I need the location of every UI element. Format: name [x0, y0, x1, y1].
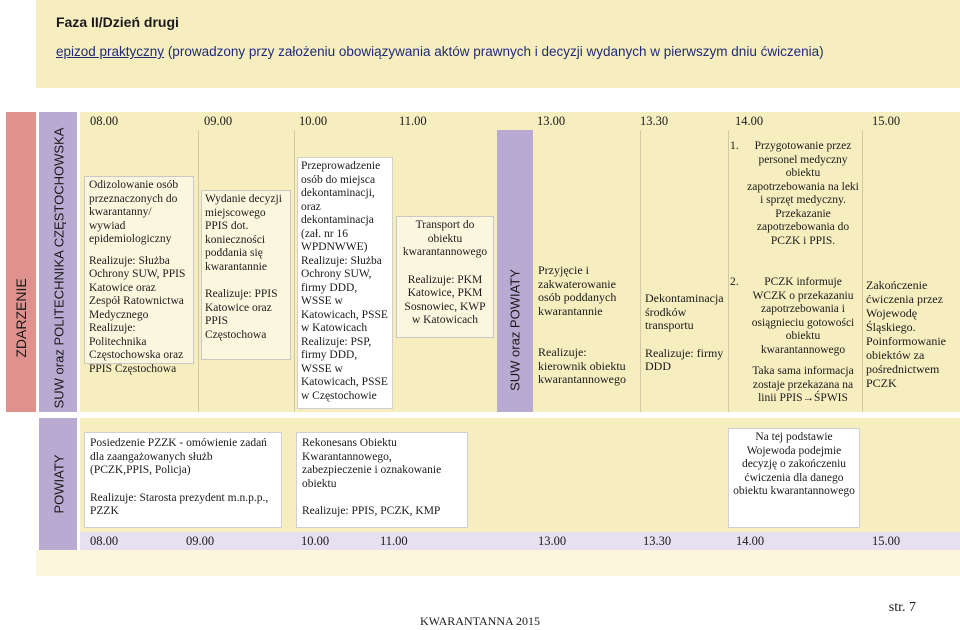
- task-reconnaissance: [296, 432, 468, 528]
- task-pzzk-meeting: [84, 432, 282, 528]
- powiaty-label: POWIATY: [51, 454, 67, 514]
- time-label: 09.00: [204, 114, 233, 128]
- request-item-2: [730, 276, 860, 357]
- task-decontamination-text: Przeprowadzenie osób do miejsca dekontaminacji, oraz dekontaminacja (zał. nr 16 WPDNWWE): [301, 160, 381, 253]
- task-decision: [201, 190, 291, 360]
- task-isolation: [84, 176, 194, 375]
- task-exercise-end: Zakończenie ćwiczenia przez Wojewodę Śląskiego. Poinformowanie obiektów za pośrednictwem PCZK: [866, 278, 946, 390]
- page-subtitle: [56, 44, 824, 59]
- task-reconnaissance-realizuje: Realizuje: PPIS, PCZK, KMP: [302, 505, 441, 517]
- time-label: 09.00: [186, 534, 215, 548]
- episode-link[interactable]: epizod praktyczny: [56, 44, 165, 59]
- request-item-1: [730, 140, 860, 248]
- zdarzenie-band: [6, 112, 36, 412]
- time-label: 15.00: [872, 114, 901, 128]
- time-label: 08.00: [90, 114, 119, 128]
- time-label: 08.00: [90, 534, 119, 548]
- task-vehicle-decon-realizuje: Realizuje: firmy DDD: [645, 345, 724, 373]
- task-isolation-realizuje: Realizuje: Służba Ochrony SUW, PPIS Katowice oraz Zespół Ratownictwa Medycznego Realizuje: Politechnika Częstochowska oraz PPIS Częstochowa: [89, 254, 186, 375]
- time-label: 10.00: [301, 534, 330, 548]
- task-medical-requests: [730, 140, 860, 406]
- timeline-bottom: [80, 532, 960, 550]
- zdarzenie-label: ZDARZENIE: [13, 278, 29, 358]
- timeline-top: [80, 112, 960, 130]
- request-note-text: Taka sama informacja zostaje przekazana na linii PPIS: [752, 365, 854, 404]
- time-label: 14.00: [735, 114, 764, 128]
- task-reconnaissance-text: Rekonesans Obiektu Kwarantannowego, zabezpieczenie i oznakowanie obiektu: [302, 437, 442, 490]
- footer-title: KWARANTANNA 2015: [419, 614, 541, 628]
- task-vehicle-decon: [645, 292, 727, 374]
- task-transport: [396, 216, 494, 338]
- time-label: 14.00: [736, 534, 765, 548]
- time-label: 10.00: [299, 114, 328, 128]
- task-accommodation-text: Przyjęcie i zakwaterowanie osób poddanych kwarantannie: [538, 263, 617, 318]
- task-accommodation-realizuje: Realizuje: kierownik obiektu kwarantannowego: [538, 345, 626, 386]
- page-number: str. 7: [888, 600, 916, 615]
- task-vehicle-decon-text: Dekontaminacja środków transportu: [645, 291, 724, 332]
- time-label: 11.00: [399, 114, 427, 128]
- suw-powiaty-label: SUW oraz POWIATY: [507, 269, 523, 391]
- time-label: 13.30: [643, 534, 672, 548]
- time-label: 13.00: [538, 534, 567, 548]
- time-label: 13.00: [537, 114, 566, 128]
- request-item-1-number: 1.: [730, 140, 739, 152]
- request-note-end: ŚPWIS: [814, 392, 848, 404]
- task-transport-realizuje: Realizuje: PKM Katowice, PKM Sosnowiec, KWP w Katowicach: [404, 273, 486, 326]
- request-item-2-number: 2.: [730, 276, 739, 288]
- task-pzzk-meeting-realizuje: Realizuje: Starosta prezydent m.n.p.p., PZZK: [90, 491, 269, 517]
- task-decontamination-realizuje: Realizuje: Służba Ochrony SUW, firmy DDD, WSSE w Katowicach, PSSE w Katowicach Realizuje: PSP, firmy DDD, WSSE w Katowicach, PSSE w Częstochowie: [301, 254, 388, 402]
- task-decision-text: Wydanie decyzji miejscowego PPIS dot. konieczności poddania się kwarantannie: [205, 193, 282, 273]
- column-divider: [294, 130, 295, 412]
- request-note: [730, 365, 860, 406]
- arrow-right-icon: →: [802, 392, 815, 404]
- time-label: 11.00: [380, 534, 408, 548]
- column-divider: [728, 130, 729, 412]
- bottom-band: [36, 550, 960, 576]
- task-decision-realizuje: Realizuje: PPIS Katowice oraz PPIS Częstochowa: [205, 288, 278, 341]
- time-label: 15.00: [872, 534, 901, 548]
- task-voivode-decision: Na tej podstawie Wojewoda podejmie decyzję o zakończeniu ćwiczenia dla danego obiektu kwarantannowego: [728, 428, 860, 528]
- request-item-1-text: Przygotowanie przez personel medyczny obiektu zapotrzebowania na leki i sprzęt medyczny. Przekazanie zapotrzebowania do PCZK i PPIS.: [747, 140, 859, 247]
- task-pzzk-meeting-text: Posiedzenie PZZK - omówienie zadań dla zaangażowanych służb (PCZK,PPIS, Policja): [90, 437, 267, 476]
- task-transport-text: Transport do obiektu kwarantannowego: [402, 219, 488, 258]
- column-divider: [640, 130, 641, 412]
- task-accommodation: [538, 264, 636, 387]
- subtitle-rest: (prowadzony przy założeniu obowiązywania aktów prawnych i decyzji wydanych w pierwszym dniu ćwiczenia): [164, 44, 824, 59]
- task-isolation-text: Odizolowanie osób przeznaczonych do kwarantanny/ wywiad epidemiologiczny: [89, 179, 179, 245]
- task-decontamination: [297, 157, 393, 409]
- time-label: 13.30: [640, 114, 669, 128]
- suw-politechnika-label: SUW oraz POLITECHNIKA CZĘSTOCHOWSKA: [51, 127, 67, 409]
- page-title: Faza II/Dzień drugi: [56, 14, 179, 30]
- request-item-2-text: PCZK informuje WCZK o przekazaniu zapotrzebowania i osiągnieciu gotowości obiektu kwarantannowego: [751, 276, 855, 356]
- column-divider: [862, 130, 863, 412]
- column-divider: [198, 130, 199, 412]
